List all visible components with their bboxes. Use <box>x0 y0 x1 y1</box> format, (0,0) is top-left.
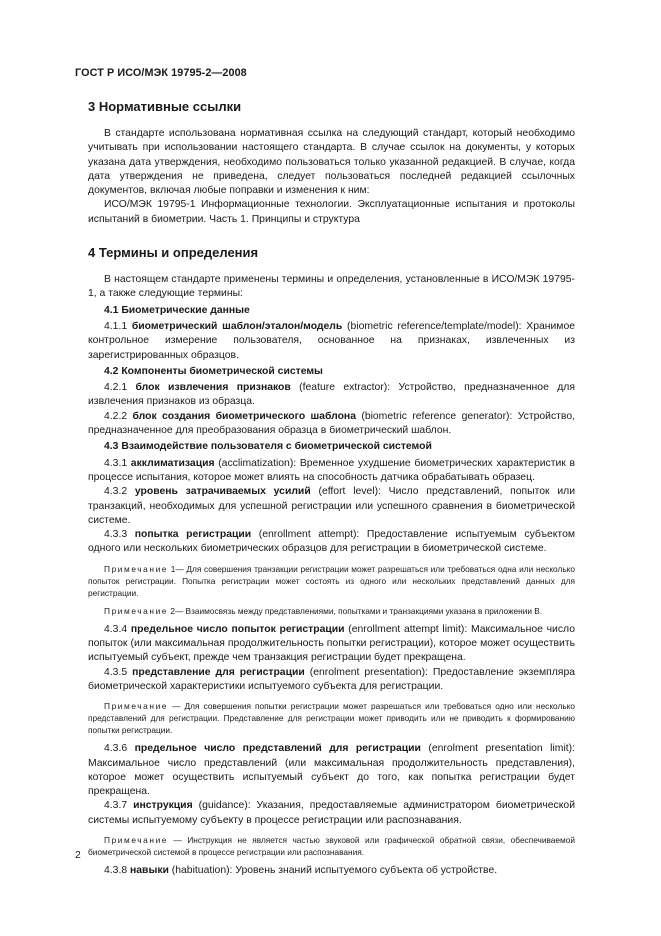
section-3-paragraph: В стандарте использована нормативная ссылка на следующий стандарт, который необходимо учитывать при использовании настоящего стандарта. В случае ссылок на документы, у которых указана дата утверждения, необходимо пользоваться только указанной редакцией. В случае, когда дата утверждения не приведена, следует пользоваться последней редакцией ссылочных документов, включая любые поправки и изменения к ним: <box>88 128 575 197</box>
term-4-3-6: 4.3.6 предельное число представлений для регистрации (enrolment presentation limit): Максимальное число представлений (или максимальная продолжительность представления), которое может осуществить испытуемый субъект до того, как попытка регистрации будет прекращена. <box>88 743 575 798</box>
term-name: инструкция <box>133 800 193 812</box>
term-4-3-3: 4.3.3 попытка регистрации (enrollment attempt): Предоставление испытуемым субъектом одного или нескольких биометрических образцов для регистрации в биометрической системе. <box>88 529 575 555</box>
term-4-3-4: 4.3.4 предельное число попыток регистрации (enrollment attempt limit): Максимальное число попыток (или максимальная продолжительность попытки регистрации), которое может осуществить испытуемый субъект, прежде чем транзакция регистрации будет прекращена. <box>88 623 575 664</box>
page-number: 2 <box>75 850 81 861</box>
term-name: предельное число представлений для регистрации <box>134 743 421 755</box>
document-body <box>88 99 575 878</box>
term-name: представление для регистрации <box>132 666 305 678</box>
term-name: навыки <box>130 864 169 876</box>
term-4-2-1: 4.2.1 блок извлечения признаков (feature extractor): Устройство, предназначенное для извлечения признаков из образца. <box>88 382 575 408</box>
term-4-3-2: 4.3.2 уровень затрачиваемых усилий (effort level): Число представлений, попыток или транзакций, необходимых для успешной регистрации или успешного сравнения в биометрической системе. <box>88 486 576 526</box>
term-4-1-1: 4.1.1 биометрический шаблон/эталон/модель (biometric reference/template/model): Хранимое контрольное измерение пользователя, основанное на признаках, извлеченных из зарегистрированных образцов. <box>88 320 575 361</box>
section-3-reference: ИСО/МЭК 19795-1 Информационные технологии. Эксплуатационные испытания и протоколы испытаний в биометрии. Часть 1. Принципы и структура <box>88 199 575 225</box>
subsection-4-1-title: 4.1 Биометрические данные <box>104 304 250 316</box>
subsection-4-3-title: 4.3 Взаимодействие пользователя с биометрической системой <box>104 441 432 453</box>
note-4: Примечание — Инструкция не является частью звуковой или графической обратной связи, обеспечиваемой биометрической системой в процессе регистрации или распознавания. <box>88 834 575 857</box>
document-header: ГОСТ Р ИСО/МЭК 19795-2—2008 <box>75 67 247 79</box>
term-name: попытка регистрации <box>134 529 252 541</box>
note-3: Примечание — Для совершения попытки регистрации может разрешаться или требоваться одно или несколько представлений для регистрации. Представление для регистрации может приводить или не приводить к формированию попытки регистрации. <box>88 701 575 736</box>
term-4-3-5: 4.3.5 представление для регистрации (enrolment presentation): Предоставление экземпляра биометрической характеристики испытуемого субъекта для регистрации. <box>88 666 575 692</box>
section-4-title: 4 Термины и определения <box>88 245 259 261</box>
term-name: предельное число попыток регистрации <box>130 623 345 635</box>
note-2: Примечание 2— Взаимосвязь между представлениями, попытками и транзакциями указана в приложении В. <box>104 605 543 616</box>
subsection-4-2-title: 4.2 Компоненты биометрической системы <box>104 365 323 377</box>
term-name: биометрический шаблон/эталон/модель <box>131 320 343 332</box>
term-name: блок извлечения признаков <box>135 382 291 394</box>
term-4-2-2: 4.2.2 блок создания биометрического шаблона (biometric reference generator): Устройство, предназначенное для преобразования образца в биометрический шаблон. <box>88 410 575 437</box>
term-4-3-1: 4.3.1 акклиматизация (acclimatization): Временное ухудшение биометрических характеристик в процессе испытания, которое может влиять на способность датчика обрабатывать образец. <box>88 457 576 483</box>
section-4-intro: В настоящем стандарте применены термины и определения, установленные в ИСО/МЭК 19795-1, а также следующие термины: <box>88 274 575 300</box>
term-name: блок создания биометрического шаблона <box>132 410 356 422</box>
term-name: уровень затрачиваемых усилий <box>134 486 311 498</box>
term-4-3-7: 4.3.7 инструкция (guidance): Указания, предоставляемые администратором биометрической системы испытуемому субъекту в процессе регистрации или распознавания. <box>88 800 575 826</box>
note-1: Примечание 1— Для совершения транзакции регистрации может разрешаться или требоваться одна или несколько попыток регистрации. Попытка регистрации может состоять из одного или нескольких представлений данных для регистрации. <box>88 563 575 598</box>
term-4-3-8: 4.3.8 навыки (habituation): Уровень знаний испытуемого субъекта об устройстве. <box>104 864 498 876</box>
section-3-title: 3 Нормативные ссылки <box>88 99 242 114</box>
term-name: акклиматизация <box>130 457 215 469</box>
